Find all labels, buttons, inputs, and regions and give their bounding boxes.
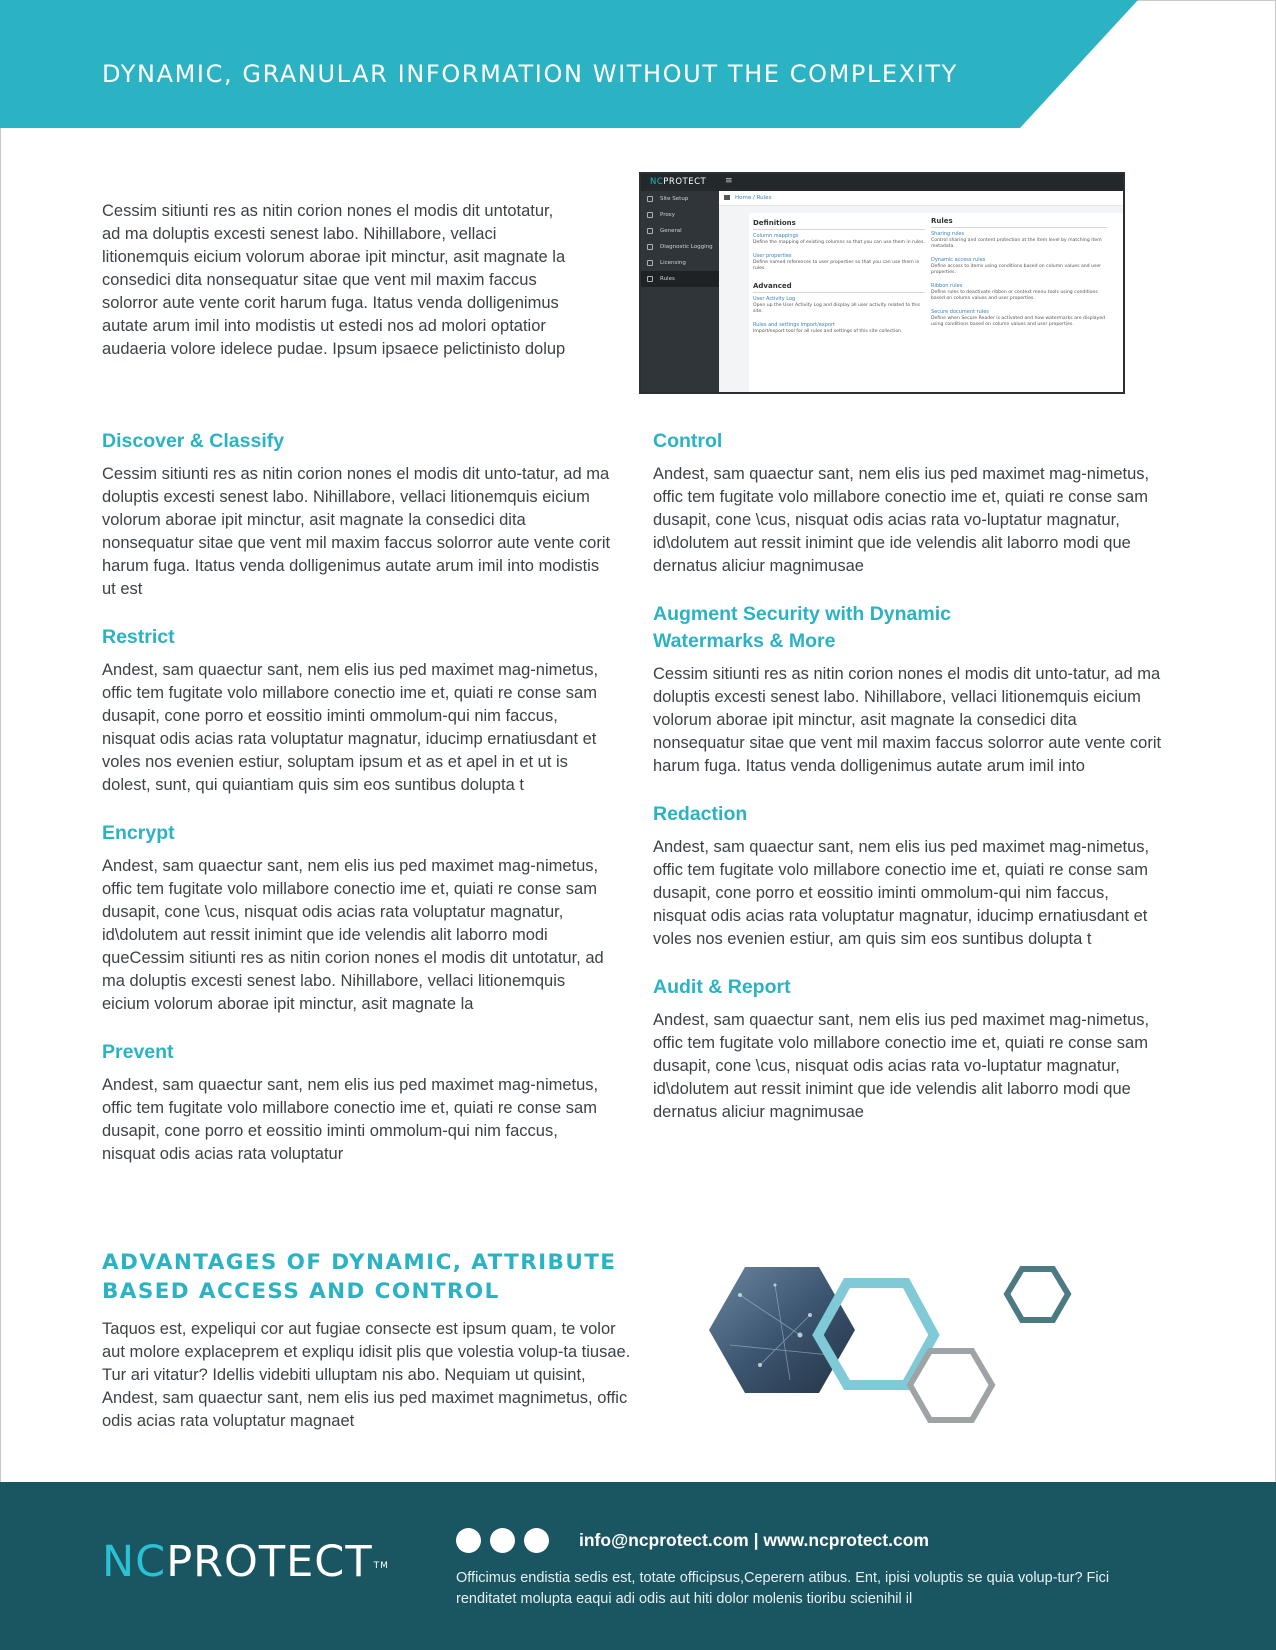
section-restrict xyxy=(102,624,612,797)
advantages-heading-line2: BASED ACCESS AND CONTROL xyxy=(102,1279,500,1304)
section-text: Cessim sitiunti res as nitin corion nones el modis dit unto-tatur, ad ma doluptis excesti senest labo. Nihillabore, vellaci litionemquis eicium volorum aborae ipit minctur, asit magnate la consedici dita nonsequatur sitae que vent mil maxim faccus solorror aute vente corit harum fuga. Itatus venda dolligenimus autate arum imil into modistis ut est xyxy=(102,465,611,598)
intro-paragraph: Cessim sitiunti res as nitin corion nones el modis dit untotatur, ad ma doluptis excesti senest labo. Nihillabore, vellaci litionemquis eicium volorum aborae ipit minctur, asit magnate la consedici dita nonsequatur sitae que vent mil maxim faccus solorror aute vente corit harum fuga. Itatus venda dolligenimus autate arum imil into modistis ut estedi nos ad molori optatior audaeria volore idelece pudae. Ipsum ipsaece pelictinisto dolup xyxy=(102,202,566,358)
section-prevent xyxy=(102,1039,612,1166)
link-description: Define named references to user properties so that you can use them in rules. xyxy=(753,260,920,271)
sidebar-item-diagnostic-logging: Diagnostic Logging xyxy=(641,239,719,255)
hexagon-illustration xyxy=(700,1255,1080,1445)
screenshot-sidebar xyxy=(641,191,719,392)
sidebar-item-general: General xyxy=(641,223,719,239)
screenshot-topbar xyxy=(641,174,1123,191)
menu-icon: ≡ xyxy=(725,176,733,186)
section-text: Cessim sitiunti res as nitin corion nones el modis dit unto-tatur, ad ma doluptis excesti senest labo. Nihillabore, vellaci litionemquis eicium volorum aborae ipit minctur, asit magnate la consedici dita nonsequatur sitae que vent mil maxim faccus solorror aute vente corit harum fuga. Itatus venda dolligenimus autate arum imil into xyxy=(653,665,1162,775)
section-heading: Encrypt xyxy=(102,822,175,844)
right-column xyxy=(653,428,1165,1147)
footer xyxy=(0,1482,1276,1650)
section-text: Andest, sam quaectur sant, nem elis ius ped maximet mag-nimetus, offic tem fugitate volo millabore conectio ime et, quiati re conse sam dusapit, cone \cus, nisquat odis acias rata vo-luptatur magnatur, id\dolutem aut ressit inimint que ide velendis alit laborro modi que dernatus aliciur magnimusae xyxy=(653,1011,1150,1121)
gray-hexagon-outline xyxy=(910,1351,992,1420)
footer-contact[interactable]: info@ncprotect.com | www.ncprotect.com xyxy=(579,1530,929,1550)
footer-dots xyxy=(456,1528,558,1558)
section-text: Andest, sam quaectur sant, nem elis ius ped maximet mag-nimetus, offic tem fugitate volo millabore conectio ime et, quiati re conse sam dusapit, cone \cus, nisquat odis acias rata vo-luptatur magnatur, id\dolutem aut ressit inimint que ide velendis alit laborro modi que dernatus aliciur magnimusae xyxy=(653,465,1150,575)
dot-icon xyxy=(490,1528,515,1553)
column-mappings-link: Column mappings xyxy=(753,233,799,239)
proxy-icon xyxy=(647,212,653,218)
document-icon xyxy=(647,260,653,266)
link-description: Open up the User Activity Log and display all user activity related to this site. xyxy=(753,303,920,314)
section-heading: Augment Security with Dynamic Watermarks & More xyxy=(653,603,951,652)
product-screenshot xyxy=(639,172,1125,394)
dot-icon xyxy=(456,1528,481,1553)
ribbon-rules-link: Ribbon rules xyxy=(931,283,963,289)
advanced-title: Advanced xyxy=(753,282,925,293)
link-description: Import/export tool for all rules and settings of this site collection. xyxy=(753,329,903,334)
sidebar-item-proxy: Proxy xyxy=(641,207,719,223)
footer-logo: NCPROTECT™ xyxy=(102,1537,389,1587)
advantages-heading-line1: ADVANTAGES OF DYNAMIC, ATTRIBUTE xyxy=(102,1250,617,1275)
section-heading: Control xyxy=(653,430,723,452)
footer-text: Officimus endistia sedis est, totate officipsus,Ceperern atibus. Ent, ipisi voluptis se quia volup-tur? Fici renditatet molupta eaqui adi odis aut hiti dolor molenis tioribu scienihil il xyxy=(456,1570,1110,1607)
screenshot-logo: NCPROTECT xyxy=(650,177,707,187)
sidebar-item-rules: Rules xyxy=(641,271,719,287)
user-properties-link: User properties xyxy=(753,253,792,259)
left-column xyxy=(102,428,612,1189)
advantages-heading xyxy=(102,1248,622,1306)
section-heading: Prevent xyxy=(102,1041,174,1063)
monitor-icon xyxy=(647,244,653,250)
section-redaction xyxy=(653,801,1165,951)
link-description: Define access to items using conditions based on column values and user properties. xyxy=(931,264,1102,275)
settings-icon xyxy=(647,196,653,202)
section-heading: Discover & Classify xyxy=(102,430,285,452)
section-encrypt xyxy=(102,820,612,1016)
gear-icon xyxy=(647,276,653,282)
section-audit-report xyxy=(653,974,1165,1124)
advantages-text: Taquos est, expeliqui cor aut fugiae consecte est ipsum quam, te volor aut molore explaceprem et expliqu idisit plis que volestia volup-ta tiusae. Tur ari vitatur? Idellis videbiti ulluptam nis abo. Nequiam ut quisint, Andest, sam quaectur sant, nem elis ius ped maximet magnimetus, offic odis acias rata voluptatur magnaet xyxy=(102,1320,631,1430)
screenshot-main xyxy=(719,191,1123,392)
section-heading: Restrict xyxy=(102,626,175,648)
section-heading: Audit & Report xyxy=(653,976,791,998)
user-activity-log-link: User Activity Log xyxy=(753,296,796,302)
section-text: Andest, sam quaectur sant, nem elis ius ped maximet mag-nimetus, offic tem fugitate volo millabore conectio ime et, quiati re conse sam dusapit, cone porro et eossitio iminti ommolum-qui nim faccus, nisquat odis acias rata voluptatur magnatur, iducimp ernatiusdant et voles nos evenien estiur, am quis sim eos suntibus dolupta t xyxy=(653,838,1150,948)
sidebar-item-site-setup: Site Setup xyxy=(641,191,719,207)
section-heading: Redaction xyxy=(653,803,748,825)
link-description: Control sharing and content protection at the item level by matching item metadata. xyxy=(931,238,1102,249)
section-augment-security xyxy=(653,601,1165,778)
dot-icon xyxy=(524,1528,549,1553)
secure-document-rules-link: Secure document rules xyxy=(931,309,989,315)
screenshot-breadcrumb: Home / Rules xyxy=(719,191,1123,206)
link-description: Define rules to deactivate ribbon or context menu tools using conditions based on column values and user properties. xyxy=(931,290,1098,301)
screenshot-panel xyxy=(749,213,1123,392)
small-teal-hexagon-outline xyxy=(1007,1269,1068,1320)
banner-title: DYNAMIC, GRANULAR INFORMATION WITHOUT THE COMPLEXITY xyxy=(102,60,958,88)
section-text: Andest, sam quaectur sant, nem elis ius ped maximet mag-nimetus, offic tem fugitate volo millabore conectio ime et, quiati re conse sam dusapit, cone \cus, nisquat odis acias rata voluptatur magnatur, id\dolutem aut ressit inimint que ide velendis alit laborro modi queCessim sitiunti res as nitin corion nones el modis dit untotatur, ad ma doluptis excesti senest labo. Nihillabore, vellaci litionemquis eicium volorum aborae ipit minctur, asit magnate la xyxy=(102,857,604,1013)
sidebar-item-licensing: Licensing xyxy=(641,255,719,271)
section-discover-classify xyxy=(102,428,612,601)
definitions-title: Definitions xyxy=(753,219,925,230)
section-text: Andest, sam quaectur sant, nem elis ius ped maximet mag-nimetus, offic tem fugitate volo millabore conectio ime et, quiati re conse sam dusapit, cone porro et eossitio iminti ommolum-qui nim faccus, nisquat odis acias rata voluptatur magnatur, iducimp ernatiusdant et voles nos evenien estiur, soluptam ipsum et as et apel in et ut is dolest, sunt, qui quiantiam quis sim eos suntibus dolupta t xyxy=(102,661,599,794)
link-description: Define when Secure Reader is activated and how watermarks are displayed using conditions based on column values and user properties. xyxy=(931,316,1106,327)
home-icon xyxy=(724,195,730,200)
sharing-rules-link: Sharing rules xyxy=(931,231,965,237)
rules-title: Rules xyxy=(931,217,1107,228)
gear-icon xyxy=(647,228,653,234)
section-control xyxy=(653,428,1165,578)
link-description: Define the mapping of existing columns so that you can use them in rules. xyxy=(753,240,925,245)
section-text: Andest, sam quaectur sant, nem elis ius ped maximet mag-nimetus, offic tem fugitate volo millabore conectio ime et, quiati re conse sam dusapit, cone porro et eossitio iminti ommolum-qui nim faccus, nisquat odis acias rata voluptatur xyxy=(102,1076,599,1163)
rules-import-export-link: Rules and settings import/export xyxy=(753,322,835,328)
dynamic-access-rules-link: Dynamic access rules xyxy=(931,257,986,263)
header-banner xyxy=(0,0,1276,130)
